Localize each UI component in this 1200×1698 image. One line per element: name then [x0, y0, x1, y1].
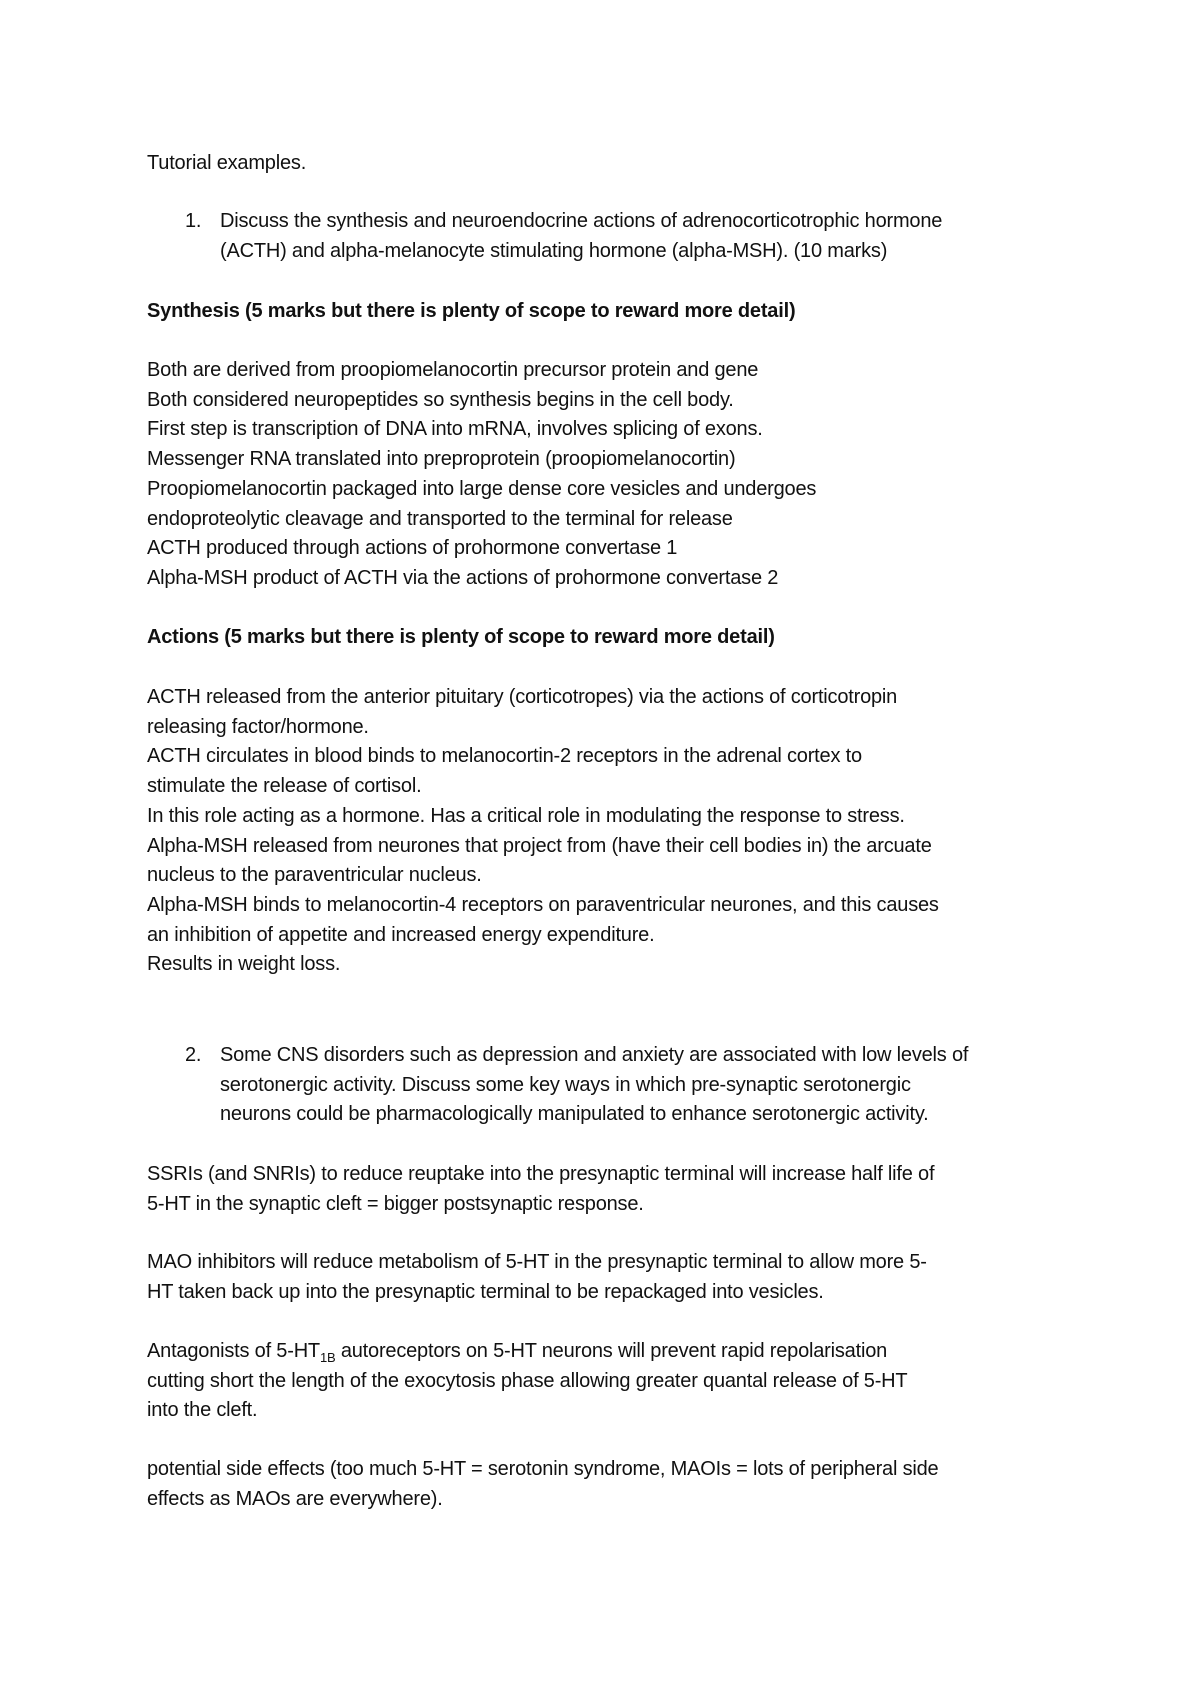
answer-mao	[147, 1248, 1087, 1307]
synthesis-line: First step is transcription of DNA into mRNA, involves splicing of exons.	[147, 418, 763, 441]
antagonists-suffix: autoreceptors on 5-HT neurons will prevent rapid repolarisation	[335, 1340, 888, 1362]
question-1-line: (ACTH) and alpha-melanocyte stimulating hormone (alpha-MSH). (10 marks)	[220, 239, 888, 262]
synthesis-section	[147, 297, 1087, 327]
actions-line: an inhibition of appetite and increased energy expenditure.	[147, 923, 655, 946]
answer-line: HT taken back up into the presynaptic terminal to be repackaged into vesicles.	[147, 1280, 824, 1303]
answer-line: into the cleft.	[147, 1399, 258, 1422]
answer-ssri	[147, 1160, 1087, 1219]
actions-line: Results in weight loss.	[147, 953, 341, 976]
answer-line: SSRIs (and SNRIs) to reduce reuptake into the presynaptic terminal will increase half life of	[147, 1163, 935, 1185]
actions-line: releasing factor/hormone.	[147, 715, 369, 738]
question-2-number: 2.	[185, 1044, 202, 1066]
question-2-line: serotonergic activity. Discuss some key ways in which pre-synaptic serotonergic	[220, 1073, 911, 1096]
actions-line: nucleus to the paraventricular nucleus.	[147, 864, 482, 887]
answer-line: 5-HT in the synaptic cleft = bigger postsynaptic response.	[147, 1192, 644, 1215]
answer-line: cutting short the length of the exocytosis phase allowing greater quantal release of 5-HT	[147, 1369, 908, 1392]
question-1	[147, 207, 1107, 267]
page-heading	[147, 149, 1087, 179]
question-1-line: Discuss the synthesis and neuroendocrine actions of adrenocorticotrophic hormone	[220, 210, 943, 232]
antagonists-prefix: Antagonists of 5-HT	[147, 1340, 320, 1362]
antagonists-subscript: 1B	[319, 1350, 336, 1365]
actions-line: ACTH released from the anterior pituitary (corticotropes) via the actions of corticotropin	[147, 686, 898, 708]
synthesis-line: ACTH produced through actions of prohormone convertase 1	[147, 537, 678, 560]
heading-text: Tutorial examples.	[147, 152, 307, 174]
synthesis-line: Both considered neuropeptides so synthesis begins in the cell body.	[147, 388, 734, 411]
synthesis-heading: Synthesis (5 marks but there is plenty of scope to reward more detail)	[147, 300, 796, 322]
question-1-text	[220, 207, 942, 266]
question-2-text	[220, 1041, 968, 1130]
synthesis-line: Both are derived from proopiomelanocortin precursor protein and gene	[147, 359, 759, 381]
answer-line: potential side effects (too much 5-HT = serotonin syndrome, MAOIs = lots of peripheral side	[147, 1458, 939, 1480]
synthesis-line: Proopiomelanocortin packaged into large dense core vesicles and undergoes	[147, 477, 817, 500]
actions-line: Alpha-MSH released from neurones that project from (have their cell bodies in) the arcuate	[147, 834, 932, 857]
actions-line: ACTH circulates in blood binds to melanocortin-2 receptors in the adrenal cortex to	[147, 745, 862, 768]
synthesis-line: Alpha-MSH product of ACTH via the actions of prohormone convertase 2	[147, 566, 779, 589]
answer-line	[147, 1337, 1087, 1367]
actions-line: In this role acting as a hormone. Has a critical role in modulating the response to stress.	[147, 804, 905, 827]
actions-line: stimulate the release of cortisol.	[147, 775, 422, 798]
answer-line: effects as MAOs are everywhere).	[147, 1487, 443, 1510]
actions-heading: Actions (5 marks but there is plenty of scope to reward more detail)	[147, 626, 775, 648]
actions-body	[147, 683, 1087, 980]
synthesis-body	[147, 356, 1087, 594]
question-2	[147, 1041, 1107, 1131]
synthesis-line: Messenger RNA translated into preproprotein (proopiomelanocortin)	[147, 448, 736, 471]
answer-antagonists	[147, 1337, 1087, 1426]
question-2-line: neurons could be pharmacologically manipulated to enhance serotonergic activity.	[220, 1103, 929, 1126]
answer-line: MAO inhibitors will reduce metabolism of 5-HT in the presynaptic terminal to allow more 5-	[147, 1251, 927, 1273]
answer-side-effects	[147, 1455, 1087, 1514]
question-2-line: Some CNS disorders such as depression and anxiety are associated with low levels of	[220, 1044, 969, 1066]
actions-section	[147, 623, 1087, 653]
actions-line: Alpha-MSH binds to melanocortin-4 receptors on paraventricular neurones, and this causes	[147, 893, 939, 916]
synthesis-line: endoproteolytic cleavage and transported to the terminal for release	[147, 507, 733, 530]
question-1-number: 1.	[185, 210, 202, 232]
